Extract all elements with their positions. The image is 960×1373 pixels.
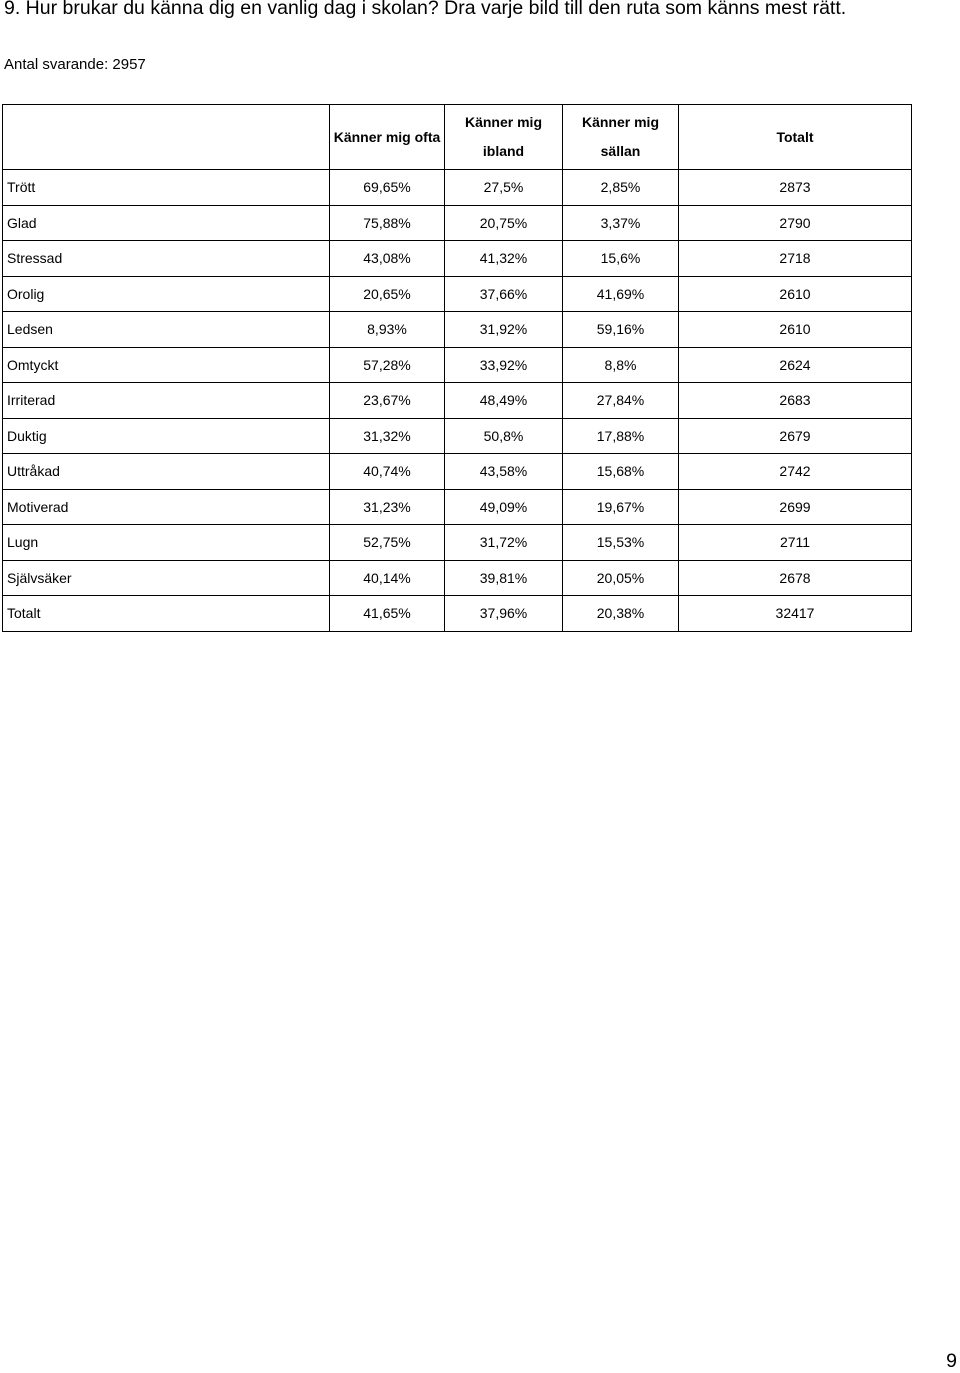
question-title: 9. Hur brukar du känna dig en vanlig dag i skolan? Dra varje bild till den ruta som känns mest rätt. xyxy=(4,0,847,19)
row-label: Totalt xyxy=(3,596,330,632)
rarely-cell: 15,68% xyxy=(563,454,679,490)
table-row xyxy=(3,170,912,206)
rarely-cell: 3,37% xyxy=(563,205,679,241)
sometimes-cell: 31,92% xyxy=(445,312,563,348)
total-cell: 2699 xyxy=(679,489,912,525)
total-cell: 2742 xyxy=(679,454,912,490)
sometimes-cell: 20,75% xyxy=(445,205,563,241)
total-cell: 32417 xyxy=(679,596,912,632)
row-label: Trött xyxy=(3,170,330,206)
rarely-cell: 8,8% xyxy=(563,347,679,383)
sometimes-cell: 37,96% xyxy=(445,596,563,632)
often-cell: 20,65% xyxy=(330,276,445,312)
rarely-cell: 19,67% xyxy=(563,489,679,525)
table-row xyxy=(3,347,912,383)
row-label: Stressad xyxy=(3,241,330,277)
row-label: Uttråkad xyxy=(3,454,330,490)
total-cell: 2873 xyxy=(679,170,912,206)
page-number: 9 xyxy=(946,1350,957,1372)
sometimes-cell: 39,81% xyxy=(445,560,563,596)
row-label: Duktig xyxy=(3,418,330,454)
table-row xyxy=(3,241,912,277)
rarely-cell: 15,53% xyxy=(563,525,679,561)
rarely-cell: 2,85% xyxy=(563,170,679,206)
total-cell: 2711 xyxy=(679,525,912,561)
table-row xyxy=(3,596,912,632)
row-label: Lugn xyxy=(3,525,330,561)
row-label: Omtyckt xyxy=(3,347,330,383)
often-cell: 31,23% xyxy=(330,489,445,525)
total-cell: 2624 xyxy=(679,347,912,383)
respondent-count: Antal svarande: 2957 xyxy=(4,56,146,73)
header-often: Känner mig ofta xyxy=(330,105,445,170)
table-row xyxy=(3,312,912,348)
total-cell: 2790 xyxy=(679,205,912,241)
table-body xyxy=(3,170,912,632)
header-corner xyxy=(3,105,330,170)
sometimes-cell: 49,09% xyxy=(445,489,563,525)
sometimes-cell: 48,49% xyxy=(445,383,563,419)
table-row xyxy=(3,454,912,490)
table-row xyxy=(3,418,912,454)
sometimes-cell: 33,92% xyxy=(445,347,563,383)
sometimes-cell: 31,72% xyxy=(445,525,563,561)
header-rarely: Känner mig sällan xyxy=(563,105,679,170)
sometimes-cell: 37,66% xyxy=(445,276,563,312)
header-sometimes: Känner mig ibland xyxy=(445,105,563,170)
total-cell: 2679 xyxy=(679,418,912,454)
often-cell: 41,65% xyxy=(330,596,445,632)
often-cell: 40,74% xyxy=(330,454,445,490)
row-label: Orolig xyxy=(3,276,330,312)
often-cell: 40,14% xyxy=(330,560,445,596)
often-cell: 43,08% xyxy=(330,241,445,277)
table-row xyxy=(3,489,912,525)
total-cell: 2610 xyxy=(679,312,912,348)
row-label: Självsäker xyxy=(3,560,330,596)
rarely-cell: 27,84% xyxy=(563,383,679,419)
total-cell: 2718 xyxy=(679,241,912,277)
often-cell: 8,93% xyxy=(330,312,445,348)
rarely-cell: 41,69% xyxy=(563,276,679,312)
table-row xyxy=(3,525,912,561)
row-label: Motiverad xyxy=(3,489,330,525)
sometimes-cell: 41,32% xyxy=(445,241,563,277)
row-label: Irriterad xyxy=(3,383,330,419)
table-row xyxy=(3,383,912,419)
total-cell: 2678 xyxy=(679,560,912,596)
table-header-row xyxy=(3,105,912,170)
header-total: Totalt xyxy=(679,105,912,170)
total-cell: 2610 xyxy=(679,276,912,312)
often-cell: 52,75% xyxy=(330,525,445,561)
sometimes-cell: 50,8% xyxy=(445,418,563,454)
often-cell: 23,67% xyxy=(330,383,445,419)
table-row xyxy=(3,560,912,596)
table-row xyxy=(3,276,912,312)
results-table xyxy=(2,104,912,632)
rarely-cell: 59,16% xyxy=(563,312,679,348)
total-cell: 2683 xyxy=(679,383,912,419)
row-label: Ledsen xyxy=(3,312,330,348)
rarely-cell: 20,05% xyxy=(563,560,679,596)
row-label: Glad xyxy=(3,205,330,241)
often-cell: 69,65% xyxy=(330,170,445,206)
often-cell: 31,32% xyxy=(330,418,445,454)
table-row xyxy=(3,205,912,241)
rarely-cell: 15,6% xyxy=(563,241,679,277)
often-cell: 57,28% xyxy=(330,347,445,383)
rarely-cell: 20,38% xyxy=(563,596,679,632)
rarely-cell: 17,88% xyxy=(563,418,679,454)
sometimes-cell: 27,5% xyxy=(445,170,563,206)
often-cell: 75,88% xyxy=(330,205,445,241)
sometimes-cell: 43,58% xyxy=(445,454,563,490)
